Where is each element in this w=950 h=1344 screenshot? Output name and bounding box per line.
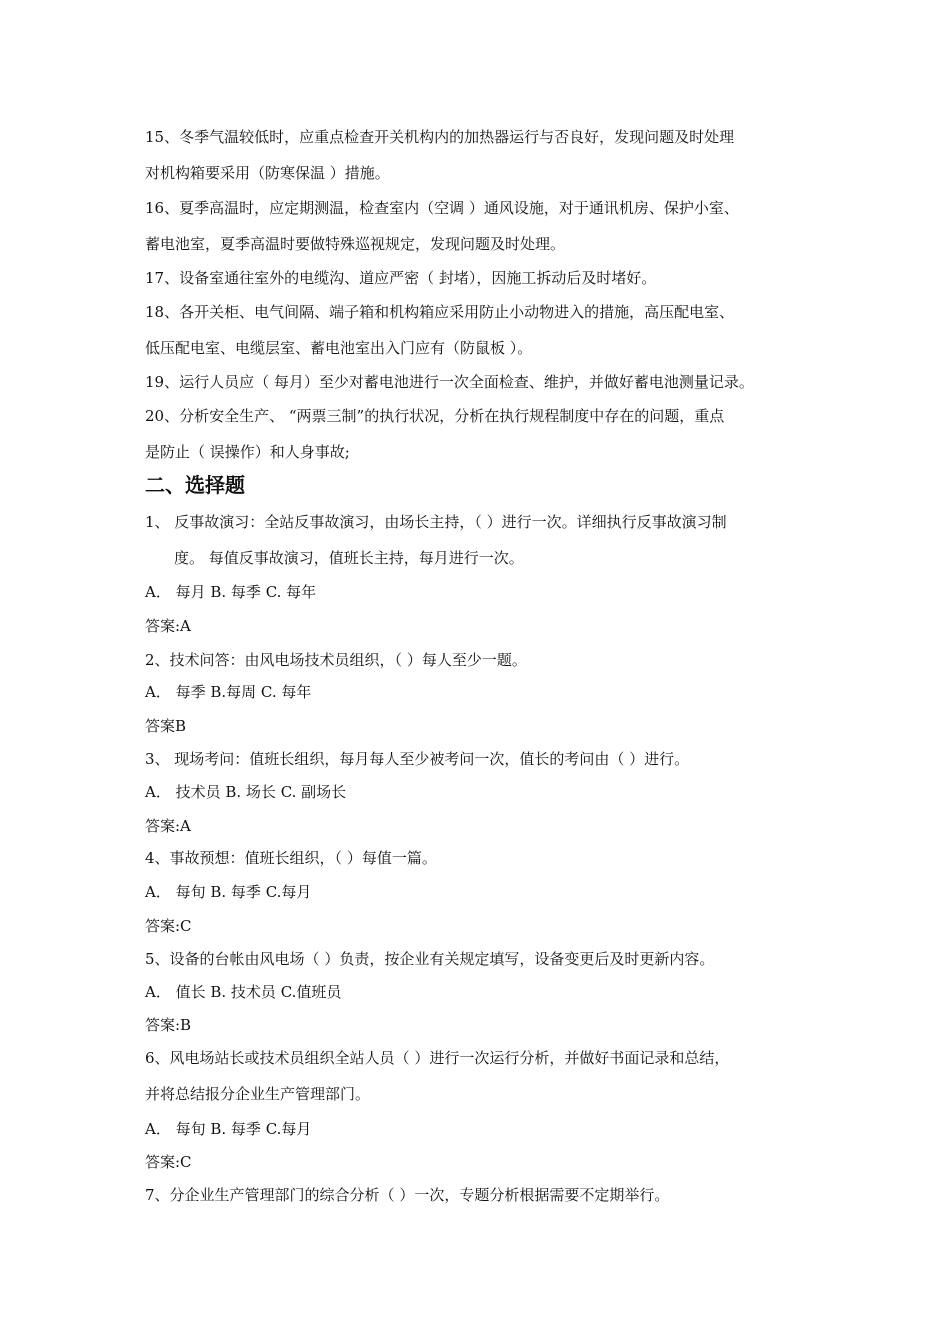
choice-q2-answer: 答案B xyxy=(145,717,187,735)
choice-q1-line-2: 度。 每值反事故演习，值班长主持，每月进行一次。 xyxy=(174,549,524,567)
choice-q1-line-1: 1、 反事故演习：全站反事故演习，由场长主持，（ ）进行一次。详细执行反事故演习制 xyxy=(145,513,727,531)
choice-q2-options: A． 每季 B.每周 C. 每年 xyxy=(145,683,312,701)
choice-q1-answer: 答案:A xyxy=(145,617,191,635)
choice-q3-options: A． 技术员 B. 场长 C. 副场长 xyxy=(145,783,347,801)
q15-line-1: 15、冬季气温较低时，应重点检查开关机构内的加热器运行与否良好，发现问题及时处理 xyxy=(145,128,735,146)
q18-line-2: 低压配电室、电缆层室、蓄电池室出入门应有（防鼠板 ）。 xyxy=(145,339,533,357)
choice-q5: 5、设备的台帐由风电场（ ）负责，按企业有关规定填写，设备变更后及时更新内容。 xyxy=(145,950,715,968)
q19-line: 19、运行人员应（ 每月）至少对蓄电池进行一次全面检查、维护，并做好蓄电池测量记录。 xyxy=(145,373,754,391)
q16-line-1: 16、夏季高温时，应定期测温，检查室内（空调 ）通风设施，对于通讯机房、保护小室、 xyxy=(145,199,739,217)
q17-line: 17、设备室通往室外的电缆沟、道应严密（ 封堵），因施工拆动后及时堵好。 xyxy=(145,269,657,287)
q16-line-2: 蓄电池室，夏季高温时要做特殊巡视规定，发现问题及时处理。 xyxy=(145,235,566,253)
choice-q4: 4、事故预想：值班长组织，（ ）每值一篇。 xyxy=(145,849,437,867)
choice-q6-line-1: 6、风电场站长或技术员组织全站人员（ ）进行一次运行分析，并做好书面记录和总结， xyxy=(145,1049,730,1067)
choice-q4-answer: 答案:C xyxy=(145,917,192,935)
choice-q5-answer: 答案:B xyxy=(145,1016,192,1034)
q18-line-1: 18、各开关柜、电气间隔、端子箱和机构箱应采用防止小动物进入的措施，高压配电室、 xyxy=(145,303,735,321)
choice-q3-answer: 答案:A xyxy=(145,817,191,835)
q15-line-2: 对机构箱要采用（防寒保温 ）措施。 xyxy=(145,164,390,182)
choice-q5-options: A． 值长 B. 技术员 C.值班员 xyxy=(145,983,342,1001)
choice-q1-options: A． 每月 B. 每季 C. 每年 xyxy=(145,583,317,601)
choice-q3: 3、 现场考问：值班长组织，每月每人至少被考问一次，值长的考问由（ ）进行。 xyxy=(145,750,690,768)
choice-q6-answer: 答案:C xyxy=(145,1153,192,1171)
section-heading-choice: 二、选择题 xyxy=(145,473,245,497)
q20-line-1: 20、分析安全生产、 “两票三制”的执行状况，分析在执行规程制度中存在的问题，重点 xyxy=(145,407,725,425)
choice-q4-options: A． 每旬 B. 每季 C.每月 xyxy=(145,883,312,901)
choice-q7: 7、分企业生产管理部门的综合分析（ ）一次，专题分析根据需要不定期举行。 xyxy=(145,1186,670,1204)
choice-q2: 2、技术问答：由风电场技术员组织，（ ）每人至少一题。 xyxy=(145,651,527,669)
q20-line-2: 是防止（ 误操作）和人身事故; xyxy=(145,443,350,461)
choice-q6-options: A． 每旬 B. 每季 C.每月 xyxy=(145,1120,312,1138)
choice-q6-line-2: 并将总结报分企业生产管理部门。 xyxy=(145,1085,371,1103)
